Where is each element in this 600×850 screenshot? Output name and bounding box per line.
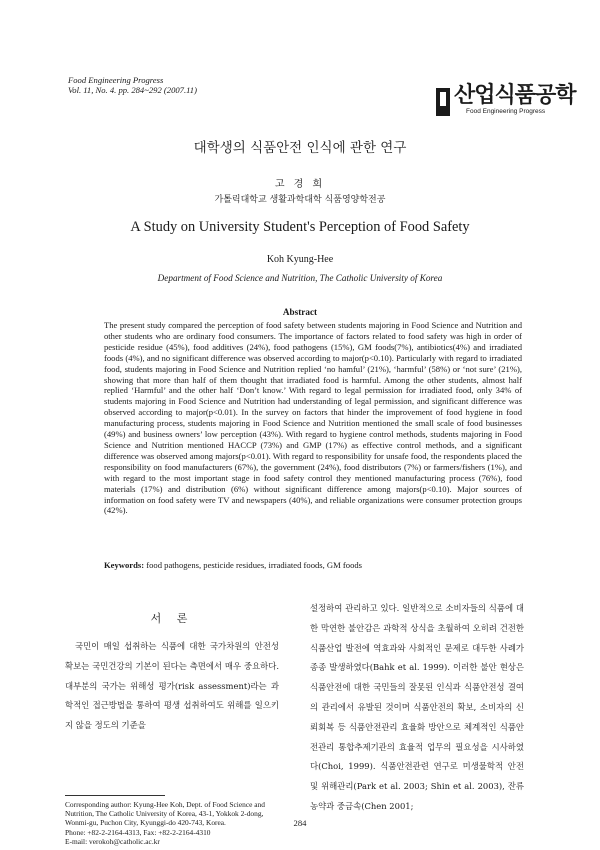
footnote-divider (65, 795, 165, 796)
footnote-email: E-mail: verokoh@catholic.ac.kr (65, 836, 160, 846)
journal-name: Food Engineering Progress (68, 75, 164, 85)
keywords (104, 560, 522, 570)
page-number: 284 (293, 818, 307, 828)
section-heading: 서 론 (150, 612, 194, 625)
abstract-text: The present study compared the perception of food safety between students majoring in Food Science and Nutrition and other students who are ordinary food consumers. The importance of factors related to food safety was high in order of pesticide residue (45%), food additives (24%), food pathogens (15%), GM foods(7%), antibiotics(4%) and irradiated foods (4%), and no significant difference was observed according to major(p<0.10). Particularly with regard to irradiated food, students majoring in Food Science and Nutrition replied ‘no hamful’ (21%), ‘harmful’ (58%) or ‘not sure’ (21%), showing that more than half of them thought that irradiated food is harmful. Among the other students, almost half replied ‘Harmful’ and the other half ‘Don’t know.’ With regard to legal permission for irradiated food, only 34% of students majoring in Food Science and Nutrition had understanding of legal permission, and significant difference was observed according to major(p<0.01). In the survey on factors that hinder the improvement of food hygiene in food manufacturing process, students majoring in Food Science and Nutrition mentioned the small scale of food businesses (49%) and business owners’ low perception (43%). With regard to hygiene control methods, students majoring in Food Science and Nutrition mentioned HACCP (73%) and GMP (17%) as effective control methods, and a significant difference was observed among majors(p<0.01). With regard to responsibility for unsafe food, the respondents placed the responsibility on food manufacturers (67%), the government (24%), food distributors (7%) or farmers/fishers (1%), and with regard to the most important stage in food safety control they mentioned manufacturing process (76%), food materials (17%) and distribution (6%) without significant difference among majors(p<0.10). Major sources of information on food safety were TV and newspapers (40%), and reliable organizations were consumer protection groups (42%). (104, 320, 522, 516)
intro-left-paragraph: 국민이 매일 섭취하는 식품에 대한 국가차원의 안전성 확보는 국민건강의 기본이 된다는 측면에서 매우 중요하다. 대부분의 국가는 위해성 평가(risk assessment)라는 과학적인 접근방법을 통하여 평생 섭취하여도 위해를 일으키지 않을 정도의 기준을 (65, 641, 279, 731)
affiliation-korean: 가톨릭대학교 생활과학대학 식품영양학전공 (214, 195, 386, 205)
logo-korean-text: 산업식품공학 (454, 83, 576, 108)
department-english: Department of Food Science and Nutrition, The Catholic University of Korea (157, 273, 443, 283)
author-english: Koh Kyung-Hee (266, 254, 334, 265)
keywords-label: Keywords: (104, 560, 145, 570)
journal-citation (68, 75, 197, 95)
footnote-author: Corresponding author: Kyung-Hee Koh, Dept. of Food Science and Nutrition, The Catholic University of Korea, 43-1, Yokkok 2-dong, Wonmi-gu, Puchon City, Kyunggi-do 420-743, Korea. (65, 800, 265, 828)
abstract-heading: Abstract (282, 307, 318, 317)
logo-english-text: Food Engineering Progress (466, 108, 546, 115)
journal-volume: Vol. 11, No. 4. pp. 284~292 (2007.11) (68, 85, 197, 95)
title-korean: 대학생의 식품안전 인식에 관한 연구 (193, 140, 407, 156)
intro-right-paragraph: 설정하여 관리하고 있다. 일반적으로 소비자들의 식품에 대한 막연한 불안감은 과학적 상식을 초월하여 오히려 건전한 식품산업 발전에 역효과와 사회적인 문제로 대두한 사례가 종종 발생하였다(Bahk et al. 1999). 이러한 불안 현상은 식품안전에 대한 국민들의 잘못된 인식과 식품안전성 결여의 관리에서 유발된 것이며 식품안전의 확보, 소비자의 신뢰회복 등 식품안전관리 효율화 방안으로 체계적인 식품안전관리 통합추제기관의 효율적 업무의 필요성을 시사하였다(Choi, 1999). 식품안전관련 연구로 미생물학적 안전 및 위해관리(Park et al. 2003; Shin et al. 2003), 잔류농약과 중금속(Chen 2001; (310, 603, 524, 811)
journal-logo (436, 82, 576, 118)
footnote-phone: Phone: +82-2-2164-4313, Fax: +82-2-2164-4310 (65, 827, 211, 837)
title-english: A Study on University Student's Perception of Food Safety (130, 219, 470, 235)
author-korean: 고 경 희 (274, 179, 326, 190)
logo-mark-icon (436, 88, 450, 116)
keywords-text: food pathogens, pesticide residues, irradiated foods, GM foods (146, 560, 363, 570)
